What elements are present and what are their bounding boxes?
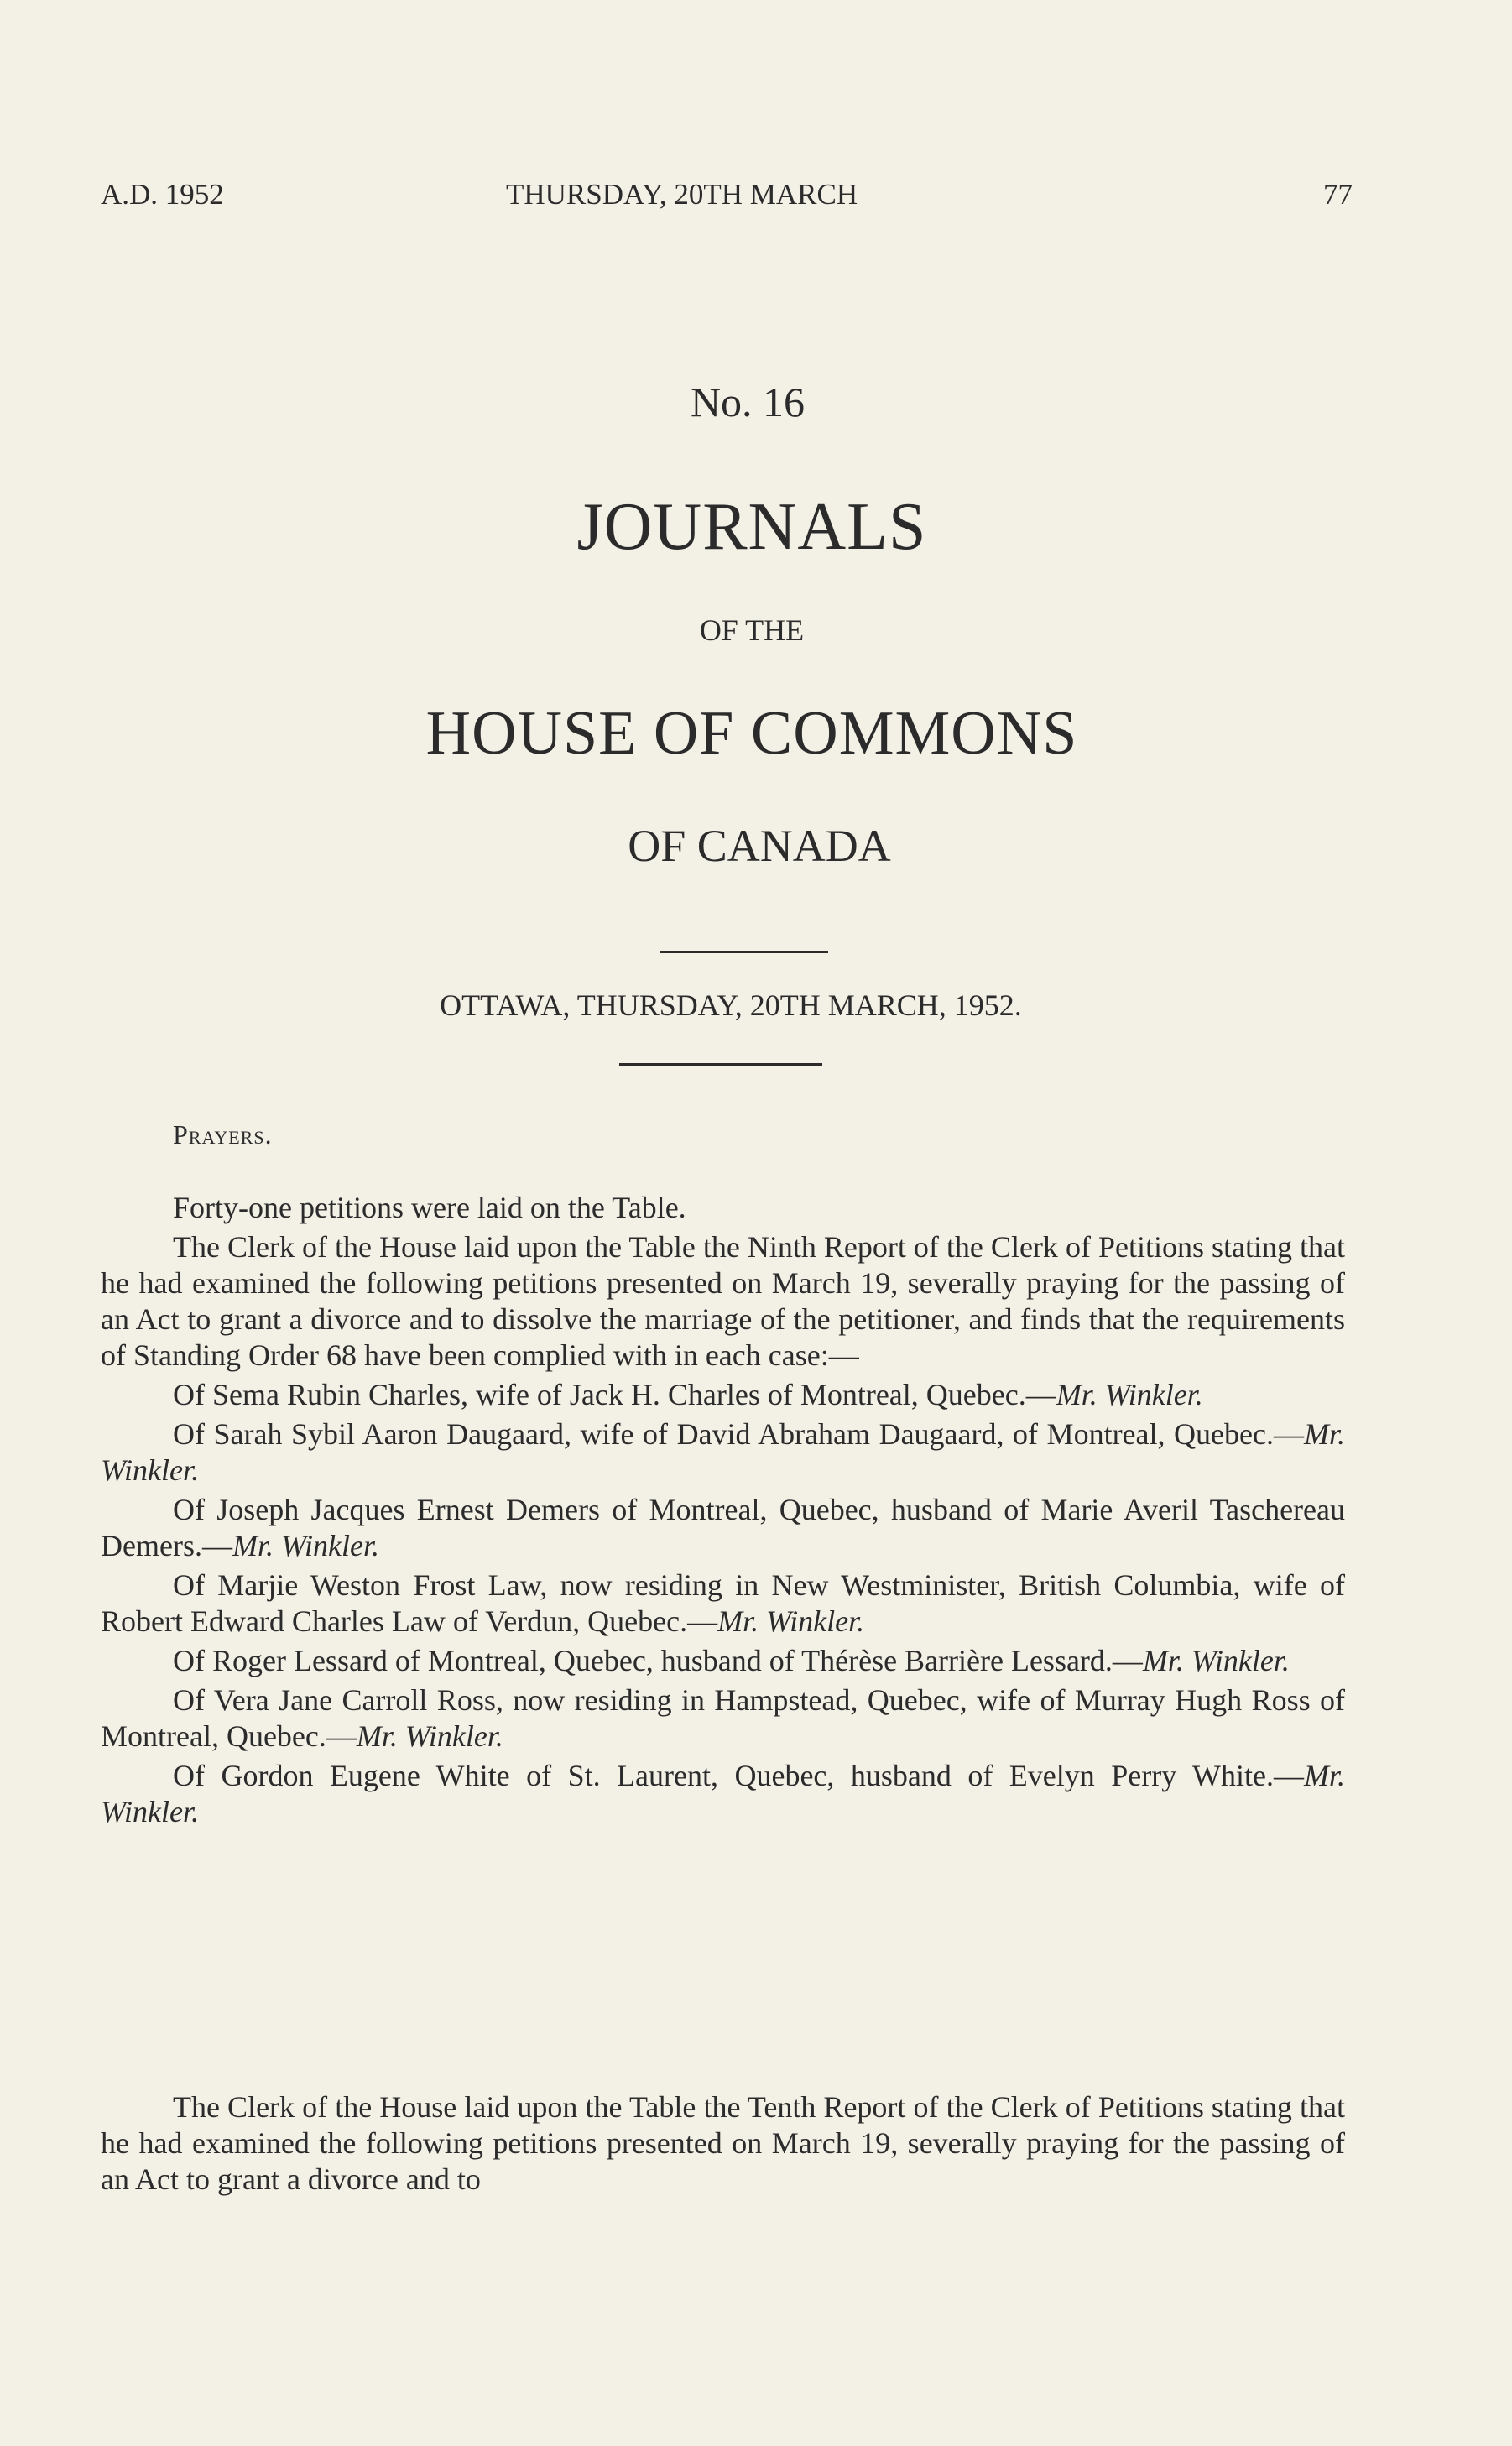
paragraph-text: Forty-one petitions were laid on the Table.: [173, 1191, 686, 1224]
mover-name: Mr. Winkler.: [101, 1417, 1345, 1487]
petition-text: Of Joseph Jacques Ernest Demers of Montreal, Quebec, husband of Marie Averil Taschereau Demers.—: [101, 1493, 1345, 1562]
of-canada-subtitle: OF CANADA: [628, 821, 891, 871]
running-head-year: A.D. 1952: [101, 178, 224, 211]
paragraph: [101, 1229, 1345, 1374]
petition-text: Of Gordon Eugene White of St. Laurent, Quebec, husband of Evelyn Perry White.—: [173, 1759, 1304, 1792]
mover-name: Mr. Winkler.: [232, 1529, 379, 1562]
page-number: 77: [1323, 178, 1353, 211]
house-of-commons-title: HOUSE OF COMMONS: [425, 699, 1078, 768]
paragraph-text: The Clerk of the House laid upon the Table the Tenth Report of the Clerk of Petitions stating that he had examined the following petitions presented on March 19, severally praying for the passing of an Act to grant a divorce and to: [101, 2090, 1345, 2196]
divider-rule: [619, 1063, 822, 1066]
petition-text: Of Marjie Weston Frost Law, now residing in New Westminister, British Columbia, wife of Robert Edward Charles Law of Verdun, Quebec.—: [101, 1568, 1345, 1638]
petition-text: Of Sema Rubin Charles, wife of Jack H. Charles of Montreal, Quebec.—: [173, 1378, 1056, 1411]
petition-text: Of Roger Lessard of Montreal, Quebec, husband of Thérèse Barrière Lessard.—: [173, 1644, 1143, 1677]
mover-name: Mr. Winkler.: [101, 1759, 1345, 1828]
journal-number: No. 16: [690, 378, 806, 425]
paragraph-text: The Clerk of the House laid upon the Table the Ninth Report of the Clerk of Petitions stating that he had examined the following petitions presented on March 19, severally praying for the passing of an Act to grant a divorce and to dissolve the marriage of the petitioner, and finds that the requirements of Standing Order 68 have been complied with in each case:—: [101, 1230, 1345, 1372]
petition-text: Of Vera Jane Carroll Ross, now residing in Hampstead, Quebec, wife of Murray Hugh Ross of Montreal, Quebec.—: [101, 1683, 1345, 1753]
dateline: OTTAWA, THURSDAY, 20TH MARCH, 1952.: [440, 988, 1022, 1022]
petition-entry: [101, 1567, 1345, 1640]
prayers-heading: Prayers.: [173, 1119, 273, 1150]
of-the-subtitle: OF THE: [699, 613, 805, 647]
journals-title: JOURNALS: [576, 490, 927, 564]
petition-entry: [101, 1377, 1345, 1413]
mover-name: Mr. Winkler.: [1142, 1644, 1290, 1677]
petition-text: Of Sarah Sybil Aaron Daugaard, wife of David Abraham Daugaard, of Montreal, Quebec.—: [173, 1417, 1304, 1451]
paragraph: [101, 2089, 1345, 2198]
mover-name: Mr. Winkler.: [717, 1604, 865, 1638]
petition-entry: [101, 1758, 1345, 1830]
petition-entry: [101, 1416, 1345, 1489]
mover-name: Mr. Winkler.: [356, 1719, 503, 1753]
paragraph: [101, 1190, 1345, 1226]
proceedings-body: [101, 1190, 1345, 1833]
divider-rule: [660, 951, 828, 953]
proceedings-body-continued: [101, 2089, 1345, 2201]
running-head: [101, 178, 1353, 220]
petition-entry: [101, 1643, 1345, 1679]
petition-entry: [101, 1492, 1345, 1564]
petition-entry: [101, 1682, 1345, 1755]
mover-name: Mr. Winkler.: [1056, 1378, 1203, 1411]
running-head-date: THURSDAY, 20TH MARCH: [506, 178, 858, 211]
